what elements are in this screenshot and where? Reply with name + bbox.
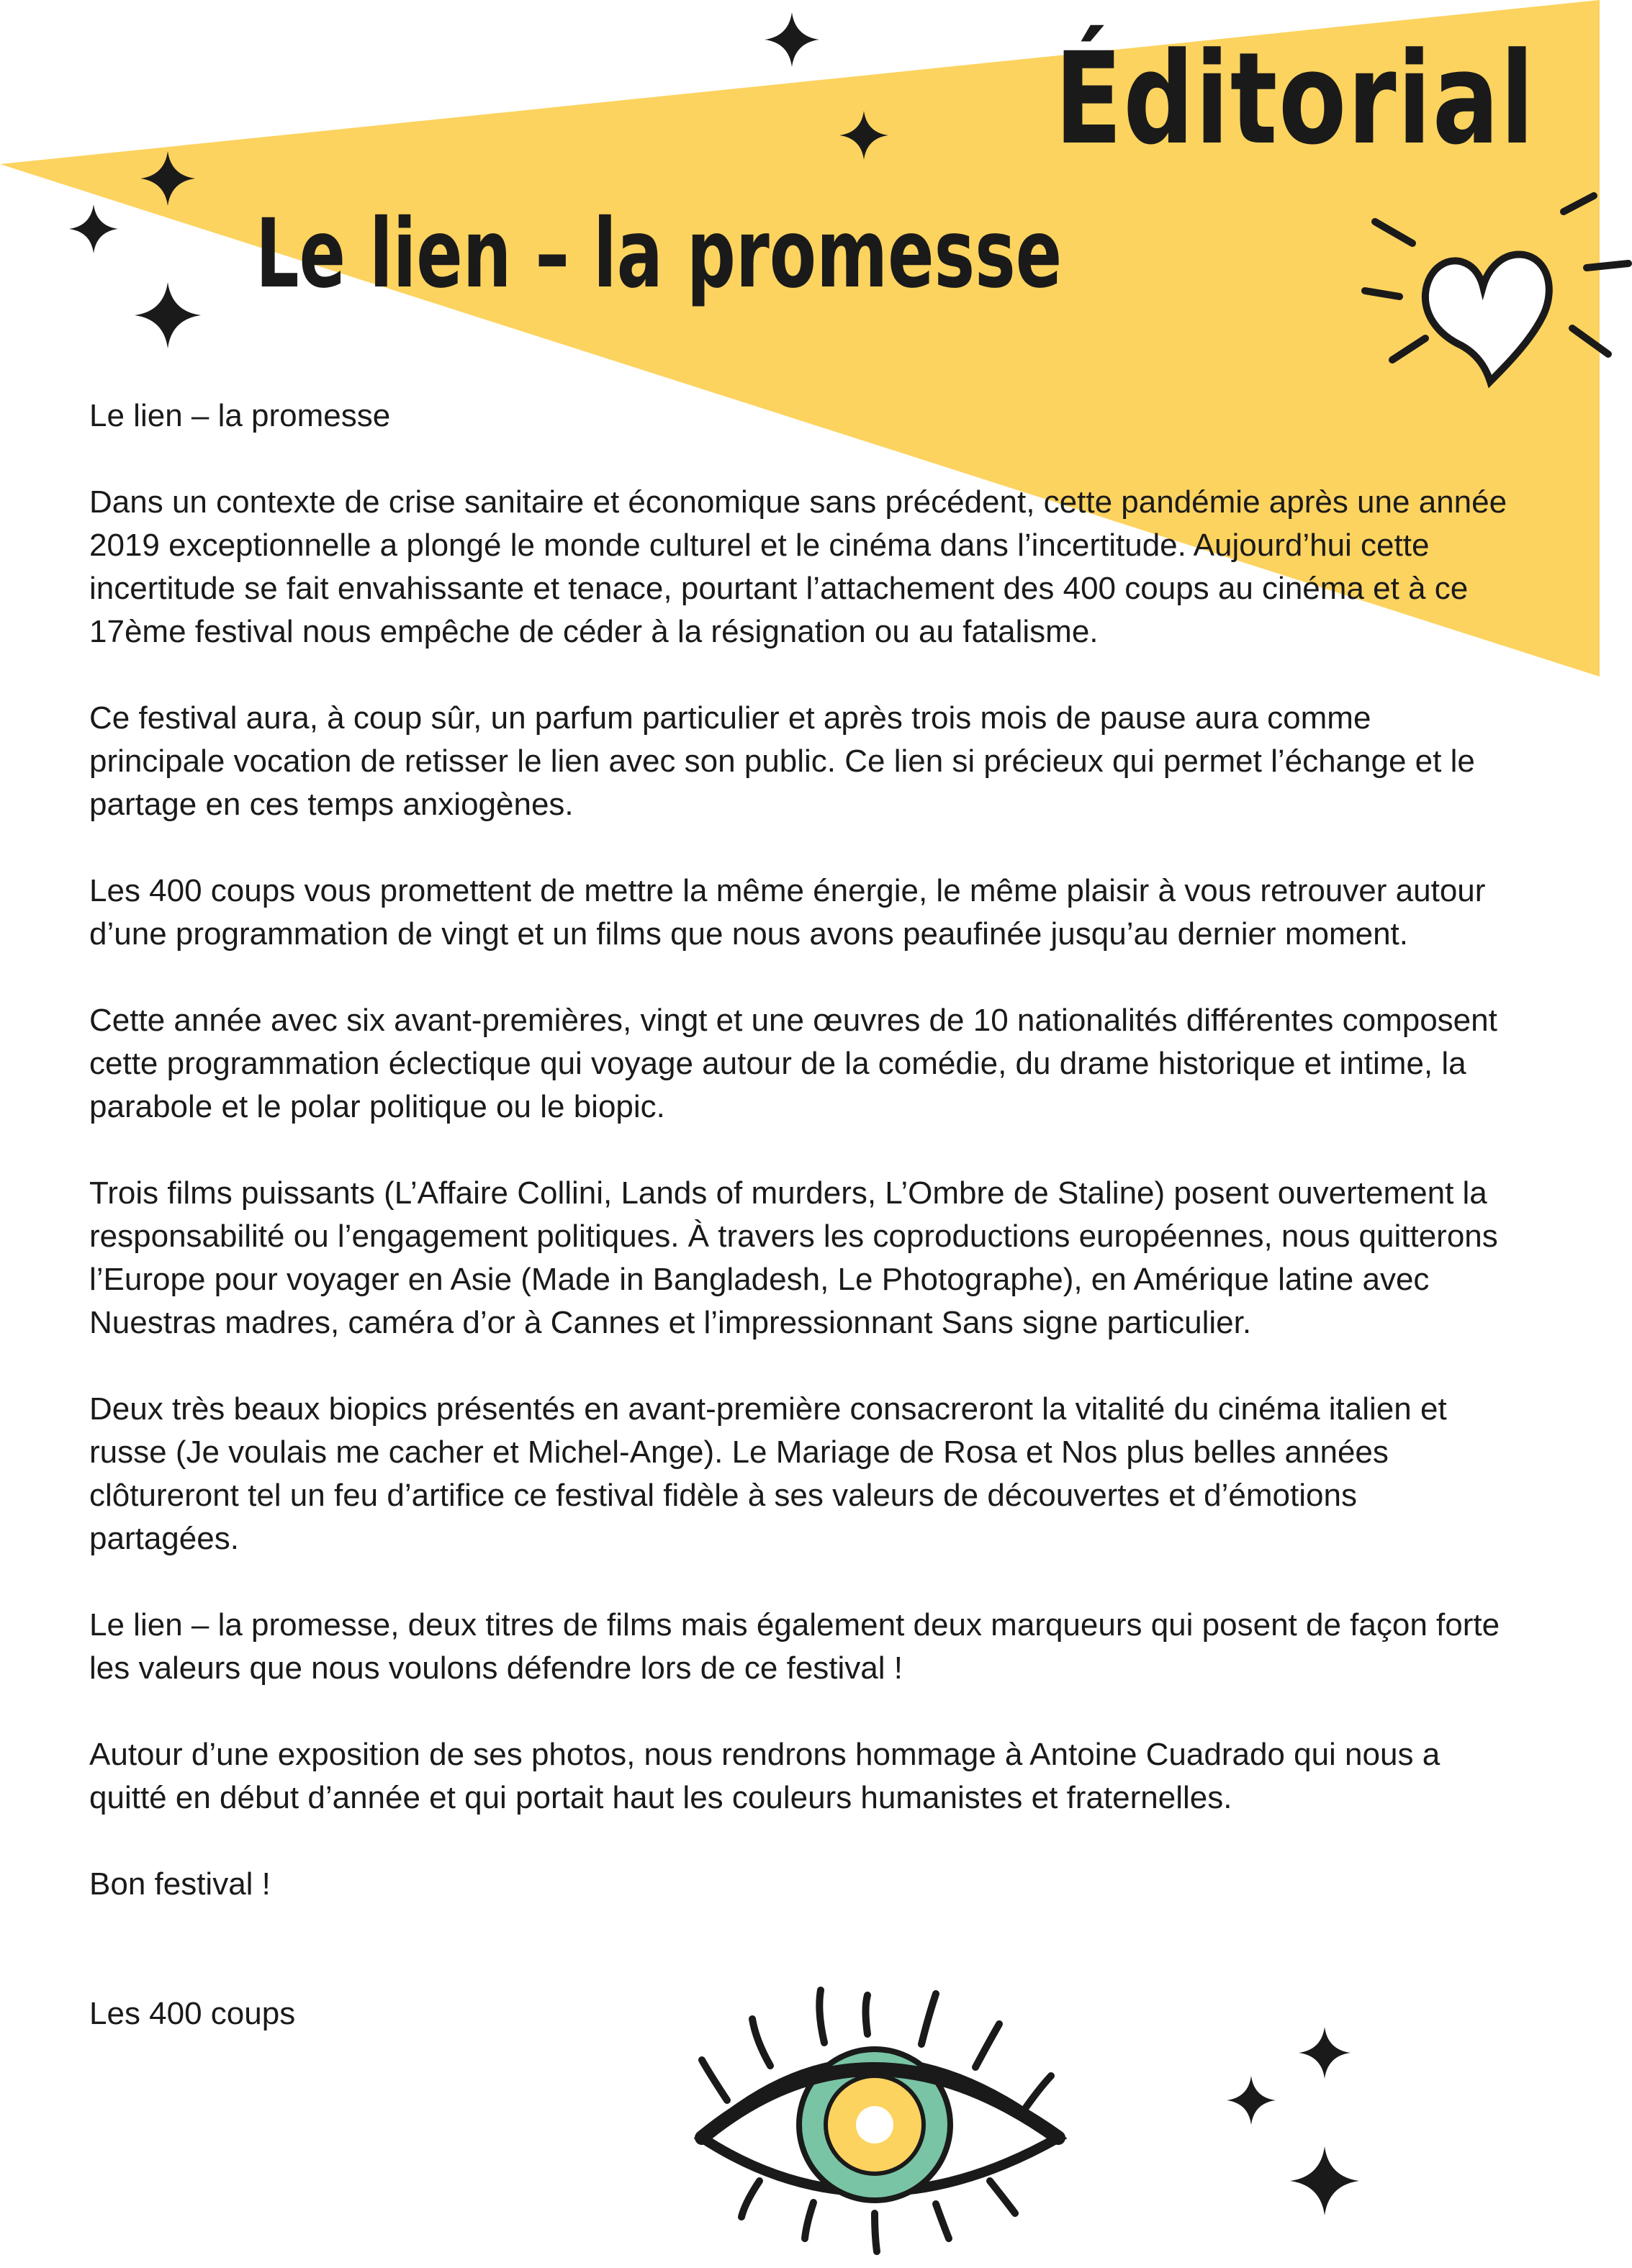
editorial-paragraph: Autour d’une exposition de ses photos, nous rendrons hommage à Antoine Cuadrado qui nous a quitté en début d’année et qui portait haut les couleurs humanistes et fraternelles. bbox=[89, 1737, 1441, 1815]
sparkle-icon bbox=[135, 282, 201, 348]
editorial-paragraph: Deux très beaux biopics présentés en avant-première consacreront la vitalité du cinéma italien et russe (Je voulais me cacher et Michel-Ange). Le Mariage de Rosa et Nos plus belles années clôtureront tel un feu d’artifice ce festival fidèle à ses valeurs de découvertes et d’émotions partagées. bbox=[89, 1391, 1447, 1556]
closing-line: Bon festival ! bbox=[89, 1866, 271, 1902]
signature: Les 400 coups bbox=[89, 1996, 296, 2031]
page-subtitle: Le lien – la promesse bbox=[256, 199, 1063, 310]
sparkle-icon bbox=[765, 12, 819, 67]
sparkle-icon bbox=[1227, 2076, 1276, 2125]
editorial-paragraph: Ce festival aura, à coup sûr, un parfum particulier et après trois mois de pause aura comme principale vocation de retisser le lien avec son public. Ce lien si précieux qui permet l’échange et le partage en ces temps anxiogènes. bbox=[89, 700, 1475, 822]
sparkle-icon bbox=[69, 204, 118, 253]
editorial-paragraph: Trois films puissants (L’Affaire Collini, Lands of murders, L’Ombre de Staline) posent ouvertement la responsabilité ou l’engagement politiques. À travers les coproductions européennes, nous quitterons l’Europe pour voyager en Asie (Made in Bangladesh, Le Photographe), en Amérique latine avec Nuestras madres, caméra d’or à Cannes et l’impressionnant Sans signe particulier. bbox=[89, 1175, 1498, 1340]
editorial-paragraph: Les 400 coups vous promettent de mettre la même énergie, le même plaisir à vous retrouver autour d’une programmation de vingt et un films que nous avons peaufinée jusqu’au dernier moment. bbox=[89, 873, 1486, 952]
sparkle-icon bbox=[1290, 2146, 1359, 2215]
editorial-paragraph: Cette année avec six avant-premières, vingt et une œuvres de 10 nationalités différentes composent cette programmation éclectique qui voyage autour de la comédie, du drame historique et intime, la parabole et le polar politique ou le biopic. bbox=[89, 1003, 1497, 1124]
editorial-paragraph: Le lien – la promesse, deux titres de films mais également deux marqueurs qui posent de façon forte les valeurs que nous voulons défendre lors de ce festival ! bbox=[89, 1607, 1500, 1686]
editorial-heading: Le lien – la promesse bbox=[89, 398, 391, 433]
page-title: Éditorial bbox=[1055, 25, 1536, 173]
editorial-paragraph: Dans un contexte de crise sanitaire et économique sans précédent, cette pandémie après une année 2019 exceptionnelle a plongé le monde culturel et le cinéma dans l’incertitude. Aujourd’hui cette incertitude se fait envahissante et tenace, pourtant l’attachement des 400 coups au cinéma et à ce 17ème festival nous empêche de céder à la résignation ou au fatalisme. bbox=[89, 484, 1507, 649]
editorial-body bbox=[89, 394, 1515, 2036]
